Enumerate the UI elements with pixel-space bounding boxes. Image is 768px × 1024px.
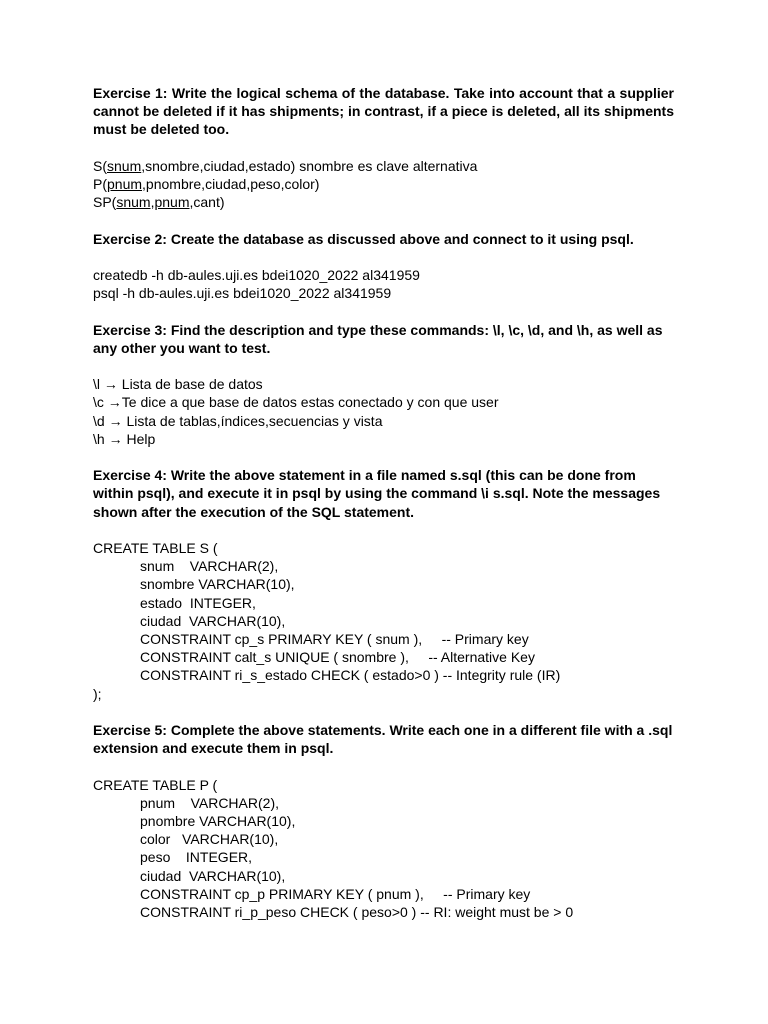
schema-s-post: ,snombre,ciudad,estado) snombre es clave alternativa [141, 157, 478, 174]
schema-p-key: pnum [107, 176, 143, 192]
sql-line: CONSTRAINT ri_p_peso CHECK ( peso>0 ) -- RI: weight must be > 0 [140, 904, 574, 920]
sql-line: CONSTRAINT calt_s UNIQUE ( snombre ), -- Alternative Key [140, 649, 535, 666]
schema-p-pre: P( [93, 176, 107, 192]
schema-p [93, 175, 674, 193]
sql-line: ciudad VARCHAR(10), [140, 867, 286, 884]
command-line: psql -h db-aules.uji.es bdei1020_2022 al341959 [93, 285, 392, 302]
command-line: createdb -h db-aules.uji.es bdei1020_2022 al341959 [93, 266, 420, 283]
schema-sp-key: snum,pnum [116, 194, 190, 211]
schema-sp-pre: SP( [93, 194, 117, 211]
exercise-1-heading: Exercise 1: Write the logical schema of the database. Take into account that a supplier cannot be deleted if it has shipments; in contrast, if a piece is deleted, all its shipments must be deleted too. [93, 85, 674, 138]
exercise-3-heading: Exercise 3: Find the description and type these commands: \l, \c, \d, and \h, as well as any other you want to test. [93, 321, 663, 356]
exercise-5-heading: Exercise 5: Complete the above statements. Write each one in a different file with a .sql extension and execute them in psql. [93, 721, 673, 757]
schema-s-pre: S( [93, 157, 107, 174]
sql-line: peso INTEGER, [140, 849, 253, 866]
command-description: \l → Lista de base de datos [93, 376, 263, 393]
sql-line: snombre VARCHAR(10), [140, 576, 295, 593]
sql-create-table-p: CREATE TABLE P ( [93, 776, 218, 793]
sql-line: CONSTRAINT cp_s PRIMARY KEY ( snum ), -- Primary key [140, 630, 529, 647]
sql-close: ); [93, 685, 102, 702]
schema-s [93, 157, 674, 175]
command-description: \d → Lista de tablas,índices,secuencias y vista [93, 412, 383, 429]
sql-line: color VARCHAR(10), [140, 831, 279, 848]
sql-line: CONSTRAINT cp_p PRIMARY KEY ( pnum ), -- Primary key [140, 885, 531, 902]
sql-line: pnum VARCHAR(2), [140, 794, 279, 811]
command-description: \h → Help [93, 430, 156, 447]
schema-s-key: snum [107, 157, 142, 174]
exercise-4-heading: Exercise 4: Write the above statement in a file named s.sql (this can be done from within psql), and execute it in psql by using the command \i s.sql. Note the messages shown after the execution of the SQL statement. [93, 467, 661, 520]
sql-line: snum VARCHAR(2), [140, 558, 279, 575]
exercise-2-heading: Exercise 2: Create the database as discussed above and connect to it using psql. [93, 230, 634, 247]
sql-line: ciudad VARCHAR(10), [140, 612, 286, 629]
command-description: \c →Te dice a que base de datos estas conectado y con que user [93, 394, 499, 411]
sql-line: pnombre VARCHAR(10), [140, 812, 296, 829]
sql-line: estado INTEGER, [140, 594, 256, 611]
schema-p-post: ,pnombre,ciudad,peso,color) [142, 176, 320, 192]
sql-create-table-s: CREATE TABLE S ( [93, 539, 218, 556]
schema-sp-post: ,cant) [189, 194, 225, 211]
schema-sp [93, 193, 674, 211]
sql-line: CONSTRAINT ri_s_estado CHECK ( estado>0 ) -- Integrity rule (IR) [140, 667, 561, 684]
